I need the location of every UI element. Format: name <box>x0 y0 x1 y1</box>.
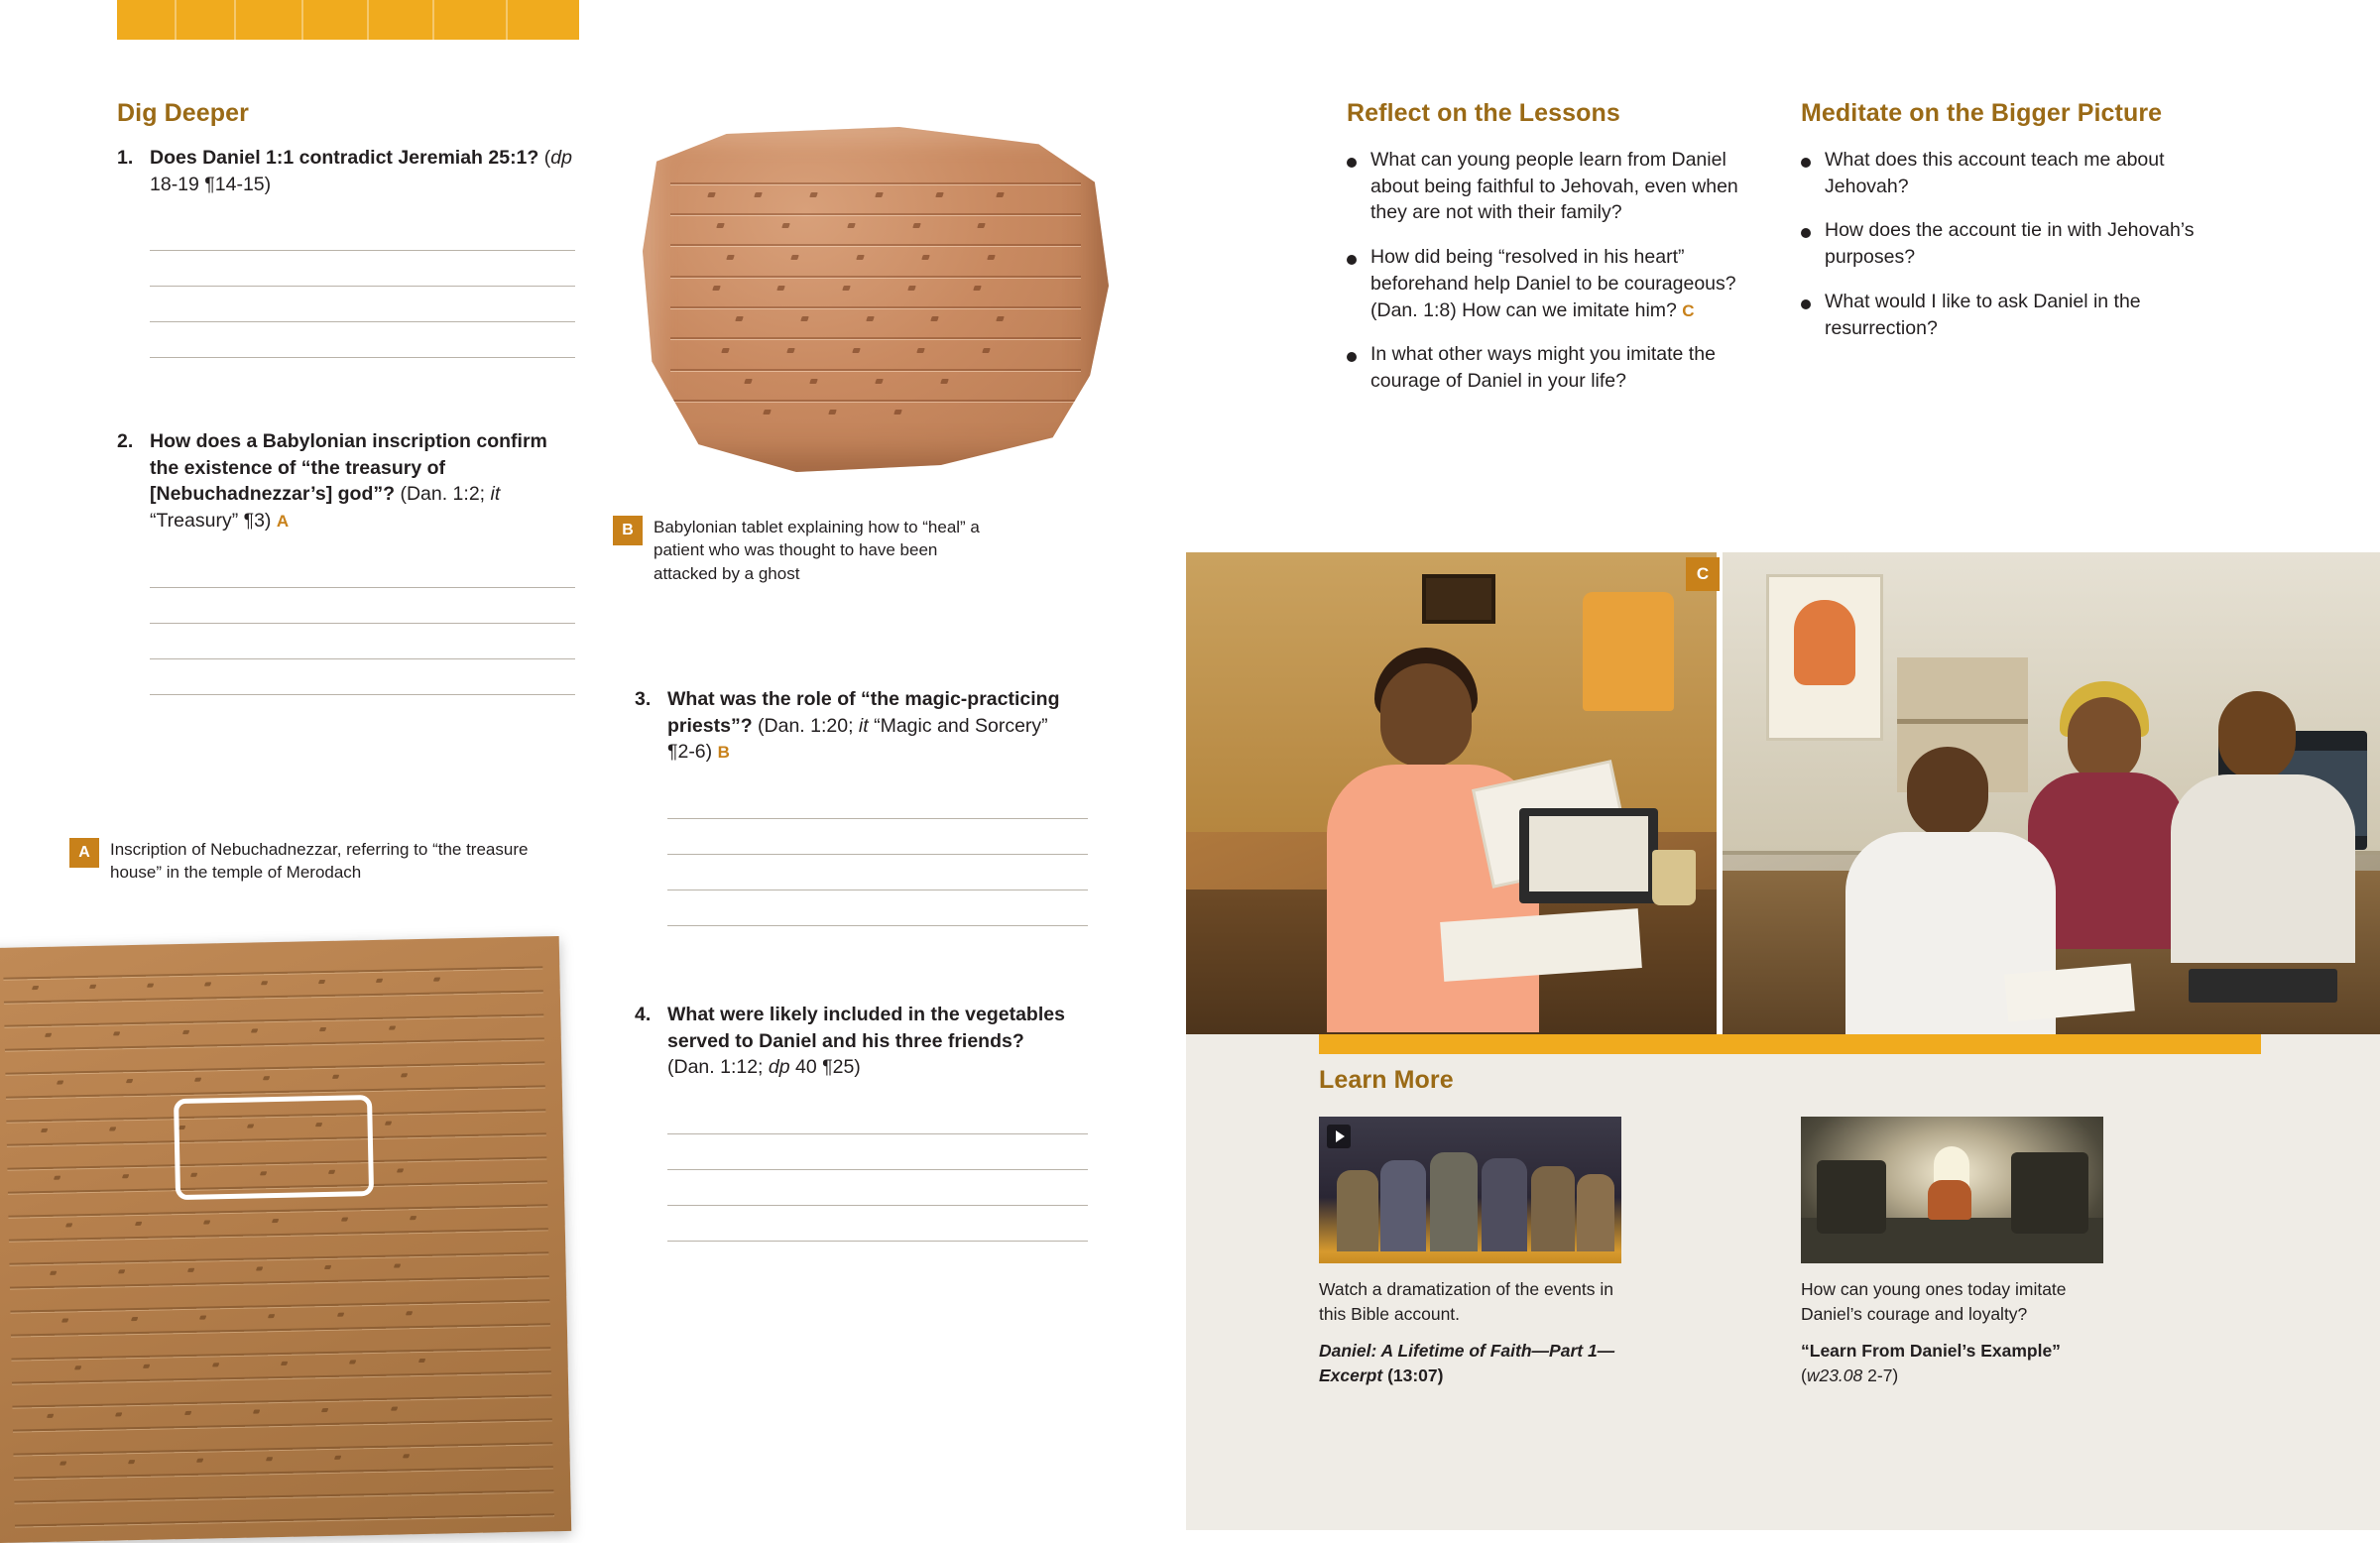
article-thumbnail[interactable] <box>1801 1117 2103 1263</box>
question-3-text: What was the role of “the magic-practicing priests”? (Dan. 1:20; it “Magic and Sorcery” ¶2-6) B <box>667 688 1060 764</box>
write-lines-3[interactable] <box>667 783 1088 926</box>
photo-doctor-consultation <box>1723 552 2380 1034</box>
meditate-item-3: What would I like to ask Daniel in the resurrection? <box>1825 290 2141 339</box>
bullet-icon <box>1347 255 1357 265</box>
question-2-text: How does a Babylonian inscription confirm the existence of “the treasury of [Nebuchadnezzar’s] god”? (Dan. 1:2; it “Treasury” ¶3) A <box>150 430 547 533</box>
bullet-icon <box>1347 158 1357 168</box>
question-1 <box>117 145 575 358</box>
list-item <box>1347 244 1763 323</box>
caption-text-b: Babylonian tablet explaining how to “heal” a patient who was thought to have been attacked by a ghost <box>654 518 980 583</box>
question-4-number: 4. <box>635 1004 652 1025</box>
learn-more-card-article[interactable] <box>1801 1117 2103 1387</box>
question-2 <box>117 428 575 695</box>
meditate-bigger-picture-heading: Meditate on the Bigger Picture <box>1801 99 2163 127</box>
reflect-bullet-list <box>1347 147 1763 413</box>
question-3 <box>635 686 1071 926</box>
list-item <box>1801 147 2198 199</box>
list-item <box>1347 147 1763 226</box>
top-yellow-bar <box>117 0 579 40</box>
question-4-text: What were likely included in the vegetables served to Daniel and his three friends? (Dan. 1:12; dp 40 ¶25) <box>667 1004 1065 1079</box>
learn-more-heading: Learn More <box>1319 1066 1454 1094</box>
question-2-number: 2. <box>117 430 134 452</box>
photo-woman-studying <box>1186 552 1717 1034</box>
play-icon[interactable] <box>1327 1125 1351 1148</box>
caption-a <box>69 838 565 885</box>
article-reference: (w23.08 2-7) <box>1801 1365 1899 1385</box>
caption-badge-b: B <box>613 516 643 545</box>
caption-badge-c: C <box>1686 557 1720 591</box>
video-title: Daniel: A Lifetime of Faith—Part 1—Excerpt (13:07) <box>1319 1340 1615 1385</box>
bullet-icon <box>1801 299 1811 309</box>
reflect-on-lessons-heading: Reflect on the Lessons <box>1347 99 1620 127</box>
photo-strip-c <box>1186 552 2380 1034</box>
write-lines-2[interactable] <box>150 552 575 695</box>
question-4 <box>635 1002 1071 1242</box>
bullet-icon <box>1347 352 1357 362</box>
reflect-item-2: How did being “resolved in his heart” beforehand help Daniel to be courageous? (Dan. 1:8) How can we imitate him? C <box>1370 246 1736 321</box>
meditate-bullet-list <box>1801 147 2198 359</box>
write-lines-4[interactable] <box>667 1099 1088 1242</box>
learn-more-yellow-bar <box>1319 1034 2261 1054</box>
write-lines-1[interactable] <box>150 215 575 358</box>
reflect-item-3: In what other ways might you imitate the courage of Daniel in your life? <box>1370 343 1716 392</box>
dig-deeper-heading: Dig Deeper <box>117 99 249 127</box>
video-thumbnail[interactable] <box>1319 1117 1621 1263</box>
meditate-item-1: What does this account teach me about Jehovah? <box>1825 149 2165 197</box>
meditate-item-2: How does the account tie in with Jehovah’s purposes? <box>1825 219 2195 269</box>
caption-badge-a: A <box>69 838 99 868</box>
question-3-number: 3. <box>635 688 652 710</box>
question-1-number: 1. <box>117 147 134 169</box>
list-item <box>1347 341 1763 394</box>
caption-text-a: Inscription of Nebuchadnezzar, referring to “the treasure house” in the temple of Merodach <box>110 840 529 883</box>
learn-more-card-video[interactable] <box>1319 1117 1621 1387</box>
bullet-icon <box>1801 158 1811 168</box>
video-description: Watch a dramatization of the events in this Bible account. <box>1319 1279 1614 1324</box>
reference-letter-a: A <box>276 512 290 532</box>
reference-letter-b: B <box>717 743 731 763</box>
article-description: How can young ones today imitate Daniel’s courage and loyalty? <box>1801 1279 2067 1324</box>
question-1-text: Does Daniel 1:1 contradict Jeremiah 25:1? (dp 18-19 ¶14-15) <box>150 147 572 195</box>
inscription-highlight-box <box>174 1095 374 1200</box>
reflect-item-1: What can young people learn from Daniel about being faithful to Jehovah, even when they are not with their family? <box>1370 149 1738 224</box>
reference-letter-c: C <box>1682 300 1695 320</box>
caption-b <box>613 516 1000 585</box>
babylonian-tablet-image-b <box>643 127 1109 472</box>
list-item <box>1801 289 2198 341</box>
nebuchadnezzar-inscription-image-a <box>0 936 571 1543</box>
article-title: “Learn From Daniel’s Example” <box>1801 1340 2061 1361</box>
list-item <box>1801 217 2198 270</box>
bullet-icon <box>1801 228 1811 238</box>
